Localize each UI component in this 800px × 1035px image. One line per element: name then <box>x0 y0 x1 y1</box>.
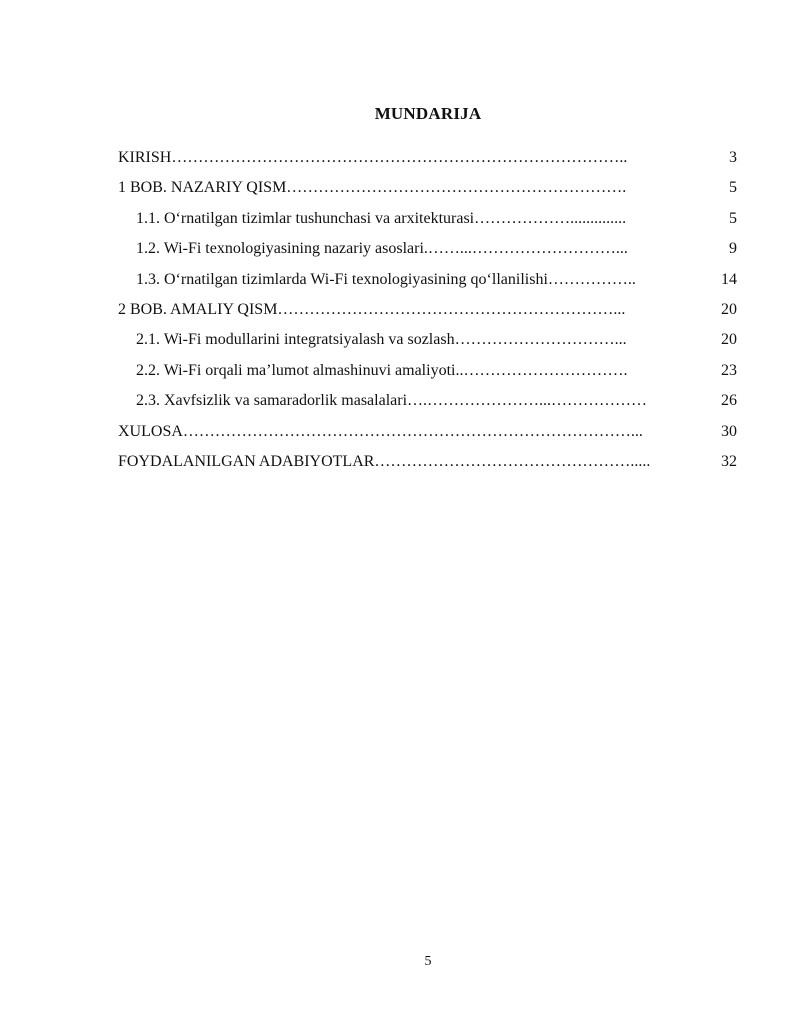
toc-entry-text: XULOSA…………………………………………………………………………... <box>118 422 643 440</box>
toc-entry-section-2-3[interactable] <box>118 386 738 416</box>
toc-entry-page: 5 <box>729 209 737 227</box>
toc-entry-text: 1.2. Wi-Fi texnologiyasining nazariy asoslari.……...………………………... <box>136 240 628 258</box>
toc-entry-page: 9 <box>729 240 737 258</box>
toc-entry-text: 1.1. O‘rnatilgan tizimlar tushunchasi va arxitekturasi……………….............. <box>136 209 627 227</box>
toc-entry-section-1-2[interactable] <box>118 234 738 264</box>
toc-entry-section-2-2[interactable] <box>118 356 738 386</box>
toc-entry-text: 2.1. Wi-Fi modullarini integratsiyalash va sozlash…………………………... <box>136 331 627 349</box>
toc-entry-chapter-1[interactable] <box>118 173 738 203</box>
toc-entry-page: 32 <box>721 452 737 470</box>
page-title: MUNDARIJA <box>374 104 482 123</box>
toc-entry-text: 1 BOB. NAZARIY QISM………………………………………………………. <box>118 179 627 197</box>
toc-entry-text: 2.2. Wi-Fi orqali ma’lumot almashinuvi amaliyoti..…………………………. <box>136 361 628 379</box>
toc-entry-page: 5 <box>729 179 737 197</box>
table-of-contents <box>118 143 738 477</box>
toc-entry-text: KIRISH………………………………………………………………………….. <box>118 149 628 166</box>
toc-entry-text: 1.3. O‘rnatilgan tizimlarda Wi-Fi texnologiyasining qo‘llanilishi…………….. <box>136 270 636 288</box>
toc-entry-chapter-2[interactable] <box>118 295 738 325</box>
toc-entry-section-1-3[interactable] <box>118 265 738 295</box>
toc-entry-page: 20 <box>721 300 737 318</box>
toc-entry-references[interactable] <box>118 447 738 477</box>
toc-entry-kirish[interactable] <box>118 143 738 173</box>
toc-entry-section-1-1[interactable] <box>118 204 738 234</box>
toc-entry-page: 14 <box>721 270 737 288</box>
toc-entry-text: 2.3. Xavfsizlik va samaradorlik masalalari….…………………...……………… <box>136 392 648 410</box>
toc-entry-page: 20 <box>721 331 737 349</box>
toc-entry-page: 23 <box>721 361 737 379</box>
toc-entry-page: 26 <box>721 392 737 410</box>
toc-entry-xulosa[interactable] <box>118 417 738 447</box>
toc-entry-page: 3 <box>729 149 737 166</box>
page-number: 5 <box>424 954 432 969</box>
toc-entry-text: 2 BOB. AMALIY QISM………………………………………………………... <box>118 300 626 318</box>
toc-entry-page: 30 <box>721 422 737 440</box>
toc-entry-section-2-1[interactable] <box>118 325 738 355</box>
toc-entry-text: FOYDALANILGAN ADABIYOTLAR…………………………………………..... <box>118 452 651 470</box>
